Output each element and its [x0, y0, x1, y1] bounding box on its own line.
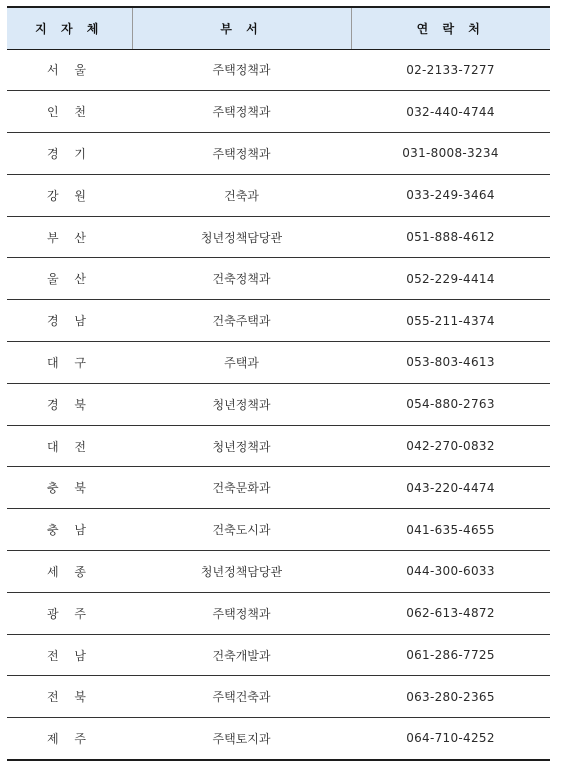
table-row — [7, 634, 550, 676]
region-cell: 울 산 — [7, 258, 132, 300]
region-cell: 전 남 — [7, 634, 132, 676]
phone-cell: 044-300-6033 — [351, 551, 550, 593]
contact-table-container — [7, 6, 550, 761]
header-region: 지 자 체 — [7, 7, 132, 49]
department-cell: 주택정책과 — [132, 133, 351, 175]
table-row — [7, 676, 550, 718]
department-cell: 주택과 — [132, 342, 351, 384]
table-row — [7, 133, 550, 175]
region-cell: 경 북 — [7, 383, 132, 425]
table-row — [7, 718, 550, 760]
region-cell: 충 북 — [7, 467, 132, 509]
table-row — [7, 342, 550, 384]
region-cell: 경 남 — [7, 300, 132, 342]
phone-cell: 063-280-2365 — [351, 676, 550, 718]
region-cell: 세 종 — [7, 551, 132, 593]
region-cell: 광 주 — [7, 592, 132, 634]
department-cell: 주택정책과 — [132, 592, 351, 634]
phone-cell: 062-613-4872 — [351, 592, 550, 634]
table-header-row — [7, 7, 550, 49]
department-cell: 건축도시과 — [132, 509, 351, 551]
region-cell: 전 북 — [7, 676, 132, 718]
phone-cell: 054-880-2763 — [351, 383, 550, 425]
phone-cell: 064-710-4252 — [351, 718, 550, 760]
phone-cell: 052-229-4414 — [351, 258, 550, 300]
table-row — [7, 509, 550, 551]
table-row — [7, 551, 550, 593]
department-cell: 주택건축과 — [132, 676, 351, 718]
phone-cell: 055-211-4374 — [351, 300, 550, 342]
department-cell: 주택토지과 — [132, 718, 351, 760]
department-cell: 건축과 — [132, 174, 351, 216]
department-cell: 건축문화과 — [132, 467, 351, 509]
table-row — [7, 91, 550, 133]
region-cell: 강 원 — [7, 174, 132, 216]
department-cell: 주택정책과 — [132, 91, 351, 133]
department-cell: 주택정책과 — [132, 49, 351, 91]
table-row — [7, 258, 550, 300]
phone-cell: 041-635-4655 — [351, 509, 550, 551]
phone-cell: 043-220-4474 — [351, 467, 550, 509]
header-department: 부 서 — [132, 7, 351, 49]
phone-cell: 042-270-0832 — [351, 425, 550, 467]
table-row — [7, 49, 550, 91]
phone-cell: 032-440-4744 — [351, 91, 550, 133]
department-cell: 청년정책과 — [132, 425, 351, 467]
phone-cell: 051-888-4612 — [351, 216, 550, 258]
phone-cell: 02-2133-7277 — [351, 49, 550, 91]
region-cell: 인 천 — [7, 91, 132, 133]
phone-cell: 061-286-7725 — [351, 634, 550, 676]
table-row — [7, 467, 550, 509]
department-cell: 청년정책담당관 — [132, 551, 351, 593]
table-row — [7, 383, 550, 425]
region-cell: 충 남 — [7, 509, 132, 551]
phone-cell: 031-8008-3234 — [351, 133, 550, 175]
region-cell: 부 산 — [7, 216, 132, 258]
region-cell: 대 전 — [7, 425, 132, 467]
region-cell: 제 주 — [7, 718, 132, 760]
table-row — [7, 425, 550, 467]
region-cell: 대 구 — [7, 342, 132, 384]
table-row — [7, 174, 550, 216]
header-contact: 연 락 처 — [351, 7, 550, 49]
table-row — [7, 216, 550, 258]
region-cell: 서 울 — [7, 49, 132, 91]
department-cell: 건축주택과 — [132, 300, 351, 342]
table-row — [7, 300, 550, 342]
table-row — [7, 592, 550, 634]
department-cell: 건축정책과 — [132, 258, 351, 300]
contact-table — [7, 6, 550, 761]
region-cell: 경 기 — [7, 133, 132, 175]
department-cell: 건축개발과 — [132, 634, 351, 676]
department-cell: 청년정책과 — [132, 383, 351, 425]
department-cell: 청년정책담당관 — [132, 216, 351, 258]
phone-cell: 033-249-3464 — [351, 174, 550, 216]
phone-cell: 053-803-4613 — [351, 342, 550, 384]
